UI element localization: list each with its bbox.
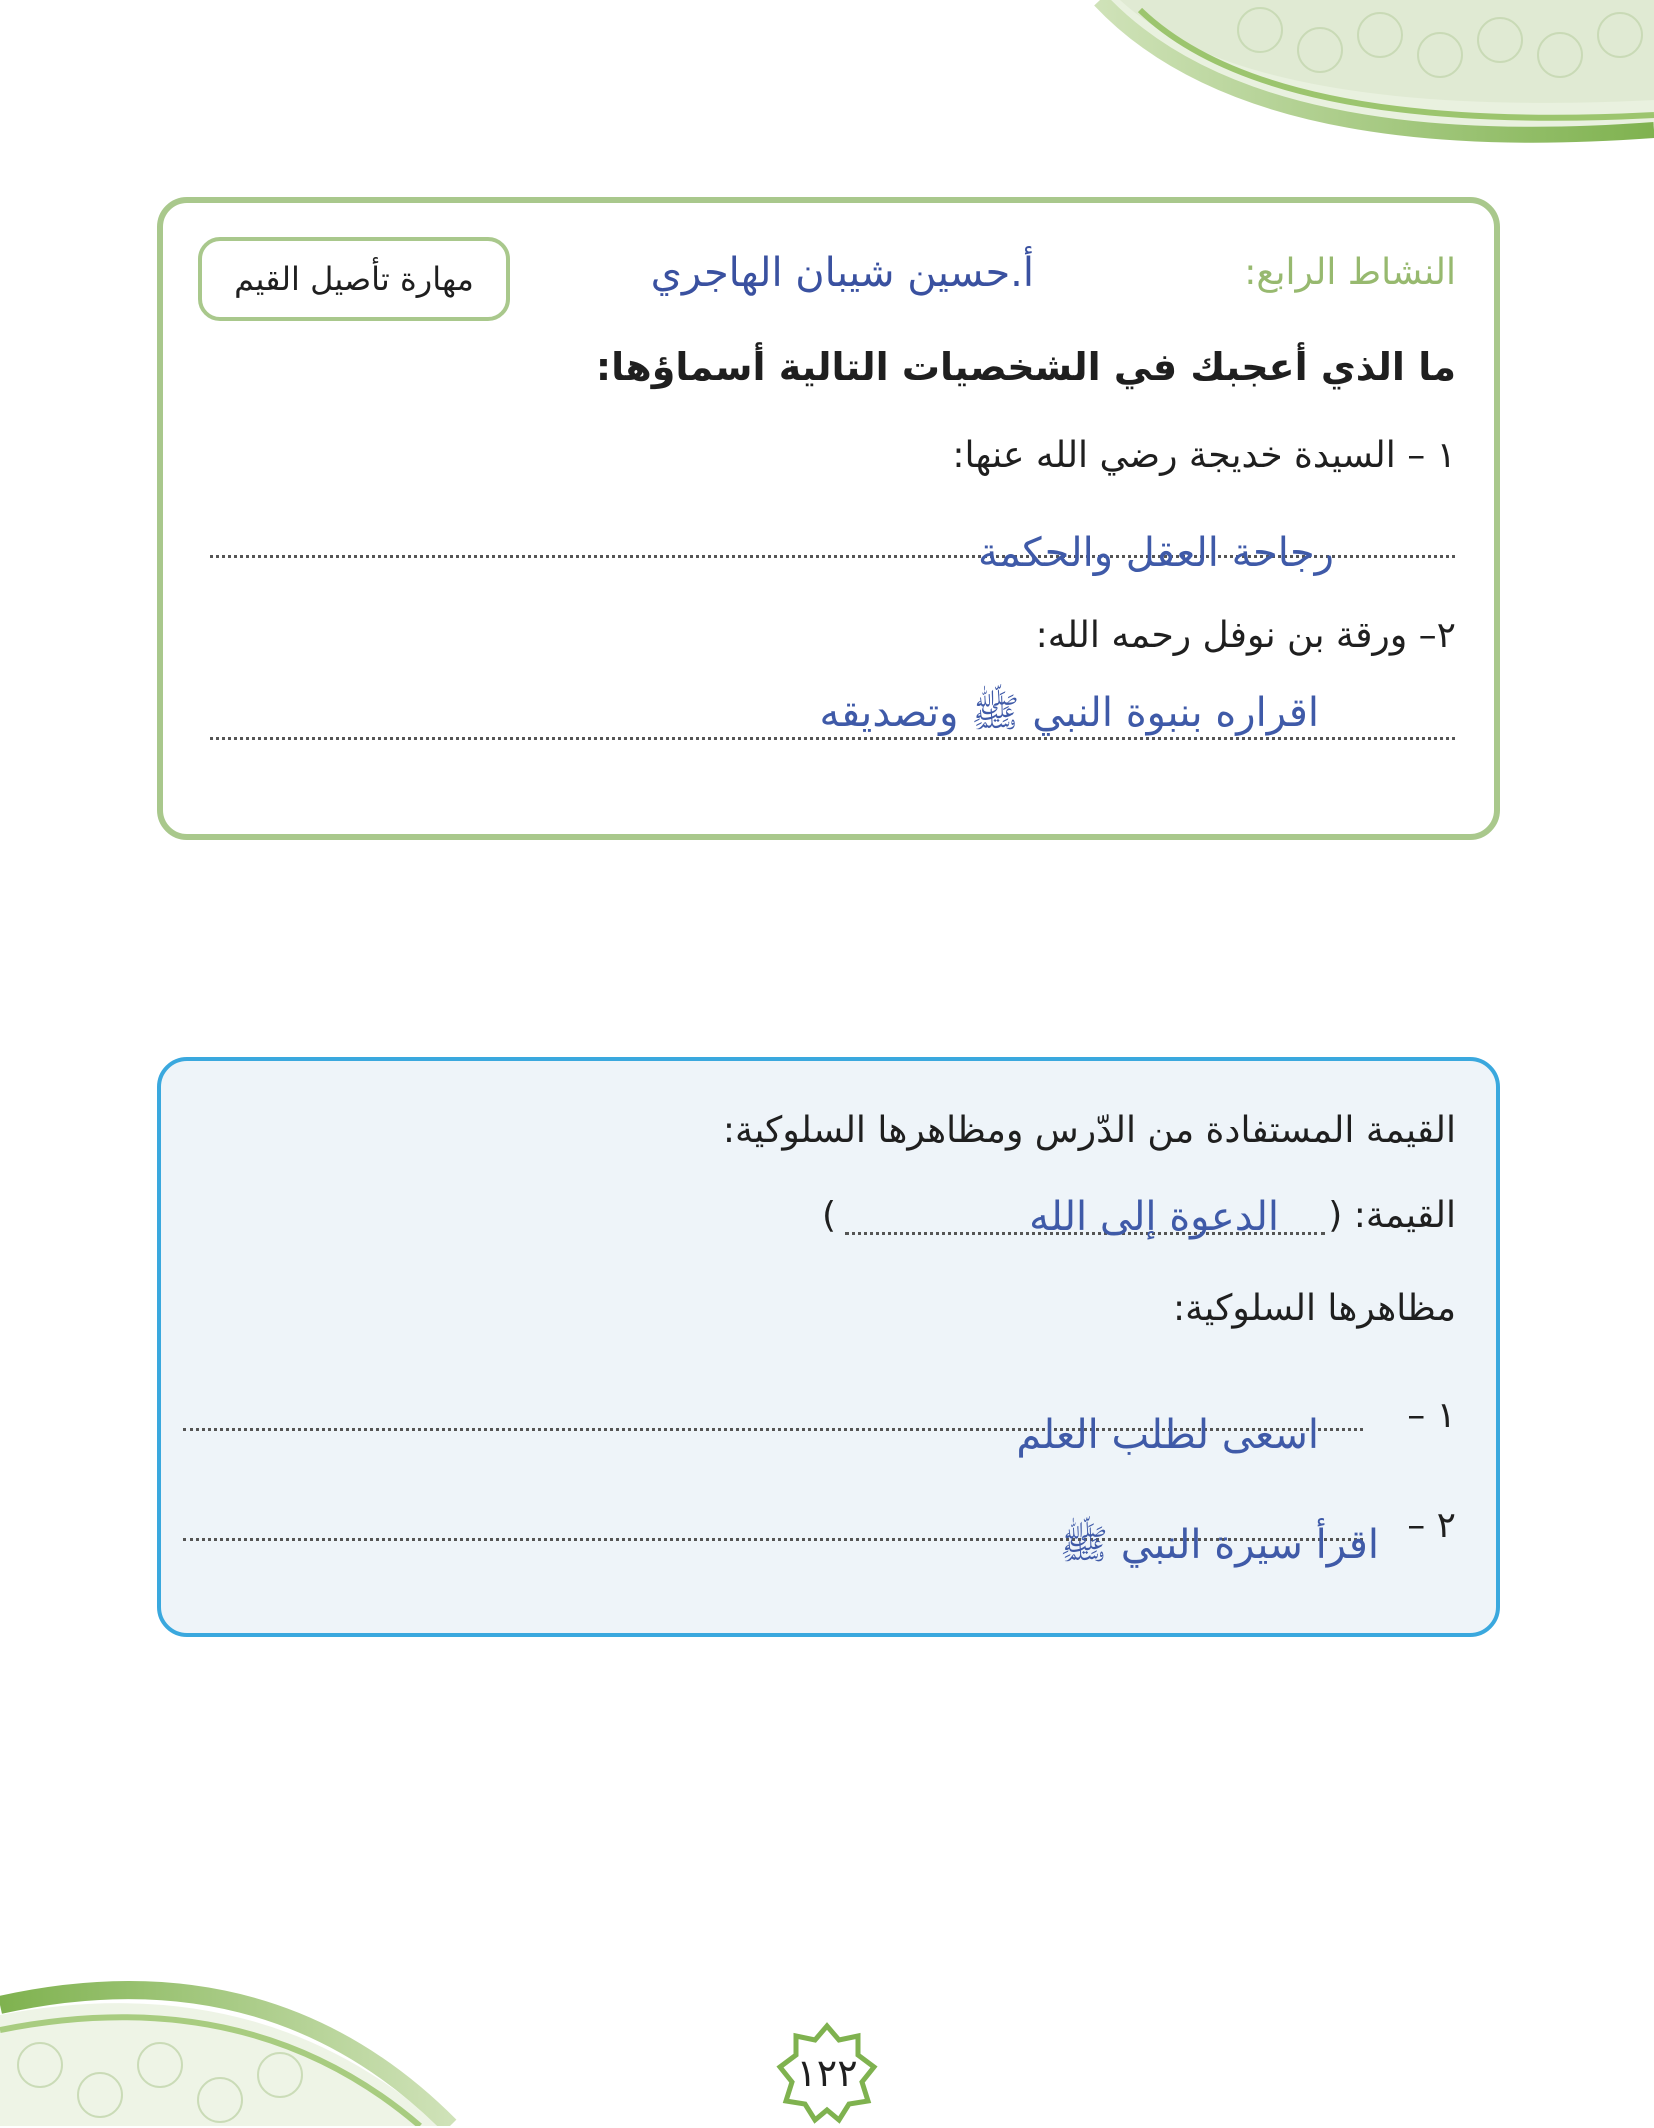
page-number-badge <box>776 2022 878 2124</box>
item-1-answer: رجاحة العقل والحكمة <box>977 530 1334 576</box>
behavior-1-number: ١ – <box>1407 1395 1456 1436</box>
decorative-bottom-arc <box>0 1945 460 2126</box>
value-close-paren: ) <box>822 1195 837 1236</box>
item-1-prompt: ١ – السيدة خديجة رضي الله عنها: <box>952 435 1456 476</box>
behavior-2-answer: اقرأ سيرة النبي ﷺ <box>1059 1522 1379 1568</box>
decorative-top-arc <box>1080 0 1654 170</box>
value-label: القيمة: ( <box>1328 1195 1456 1236</box>
item-2-answer: اقراره بنبوة النبي ﷺ وتصديقه <box>819 690 1319 736</box>
activity-heading: النشاط الرابع: <box>1244 252 1456 293</box>
activity-question: ما الذي أعجبك في الشخصيات التالية أسماؤها: <box>595 345 1456 389</box>
behaviors-label: مظاهرها السلوكية: <box>1172 1288 1456 1329</box>
value-title: القيمة المستفادة من الدّرس ومظاهرها السلوكية: <box>722 1110 1456 1151</box>
author-name: أ.حسين شيبان الهاجري <box>650 250 1034 296</box>
page-number: ١٢٢ <box>796 2051 858 2095</box>
value-answer: الدعوة إلى الله <box>1029 1194 1279 1240</box>
behavior-1-answer: اسعى لطلب العلم <box>1016 1412 1319 1458</box>
behavior-2-number: ٢ – <box>1407 1505 1456 1546</box>
skill-badge: مهارة تأصيل القيم <box>198 237 510 321</box>
item-2-prompt: ٢– ورقة بن نوفل رحمه الله: <box>1035 615 1456 656</box>
